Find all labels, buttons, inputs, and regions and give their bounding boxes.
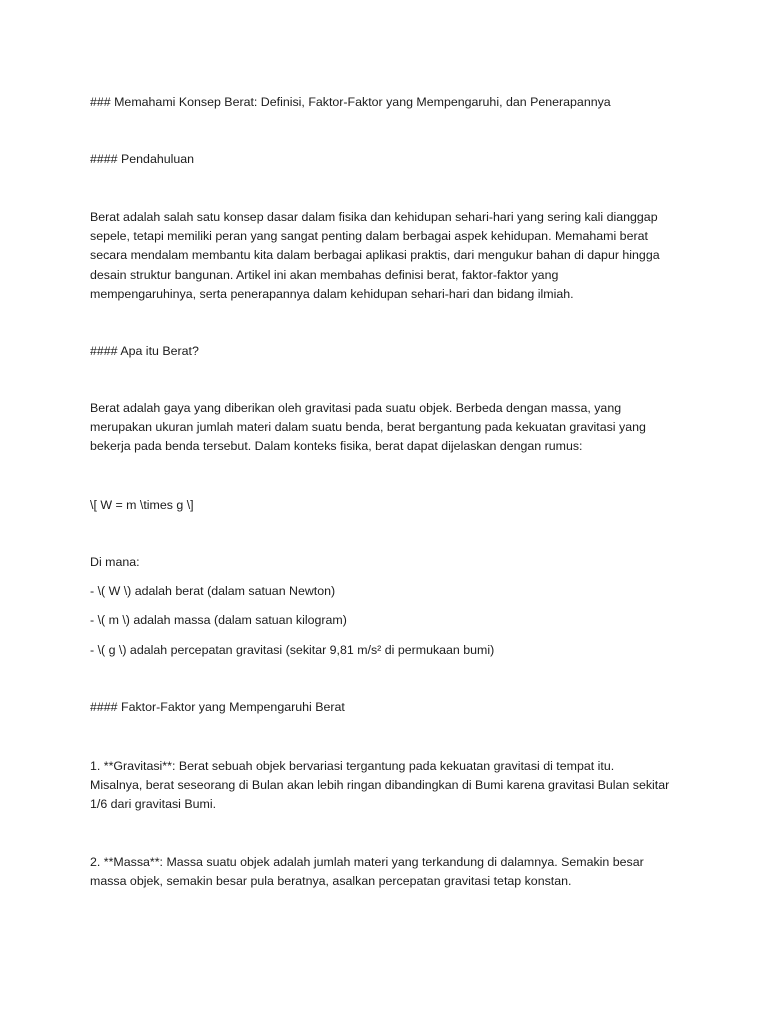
paragraph-line: Berat adalah gaya yang diberikan oleh gravitasi pada suatu objek. Berbeda dengan massa, yang (90, 401, 622, 415)
heading-pendahuluan: #### Pendahuluan (90, 152, 195, 166)
definition-g: - \( g \) adalah percepatan gravitasi (sekitar 9,81 m/s² di permukaan bumi) (90, 643, 495, 657)
paragraph-line: 2. **Massa**: Massa suatu objek adalah jumlah materi yang terkandung di dalamnya. Semakin besar (90, 855, 644, 869)
paragraph-line: massa objek, semakin besar pula beratnya, asalkan percepatan gravitasi tetap konstan. (90, 874, 572, 889)
paragraph-line: 1. **Gravitasi**: Berat sebuah objek bervariasi tergantung pada kekuatan gravitasi di tempat itu. (90, 759, 615, 773)
definition-w: - \( W \) adalah berat (dalam satuan Newton) (90, 584, 336, 598)
paragraph-line: merupakan ukuran jumlah materi dalam suatu benda, berat bergantung pada kekuatan gravitasi yang (90, 420, 646, 435)
where-label: Di mana: (90, 555, 140, 569)
paragraph-line: bekerja pada benda tersebut. Dalam konteks fisika, berat dapat dijelaskan dengan rumus: (90, 439, 583, 454)
paragraph-line: 1/6 dari gravitasi Bumi. (90, 797, 217, 812)
paragraph-line: secara mendalam membantu kita dalam berbagai aplikasi praktis, dari mengukur bahan di dapur hingga (90, 248, 660, 263)
formula: \[ W = m \times g \] (90, 498, 194, 512)
factor-2 (90, 853, 690, 891)
heading-apa-itu-berat: #### Apa itu Berat? (90, 344, 199, 358)
paragraph-line: sepele, tetapi memiliki peran yang sangat penting dalam berbagai aspek kehidupan. Memahami berat (90, 229, 648, 244)
paragraph-line: desain struktur bangunan. Artikel ini akan membahas definisi berat, faktor-faktor yang (90, 267, 559, 282)
heading-faktor: #### Faktor-Faktor yang Mempengaruhi Berat (90, 700, 345, 714)
paragraph-line: Misalnya, berat seseorang di Bulan akan lebih ringan dibandingkan di Bumi karena gravitasi Bulan sekitar (90, 778, 670, 793)
document-title: ### Memahami Konsep Berat: Definisi, Faktor-Faktor yang Mempengaruhi, dan Penerapannya (90, 95, 611, 109)
paragraph-line: mempengaruhinya, serta penerapannya dalam kehidupan sehari-hari dan bidang ilmiah. (90, 286, 574, 301)
paragraph-line: Berat adalah salah satu konsep dasar dalam fisika dan kehidupan sehari-hari yang sering kali dianggap (90, 210, 658, 224)
paragraph-intro (90, 208, 690, 304)
definition-m: - \( m \) adalah massa (dalam satuan kilogram) (90, 613, 347, 627)
factor-1 (90, 757, 690, 815)
paragraph-definisi (90, 399, 690, 457)
